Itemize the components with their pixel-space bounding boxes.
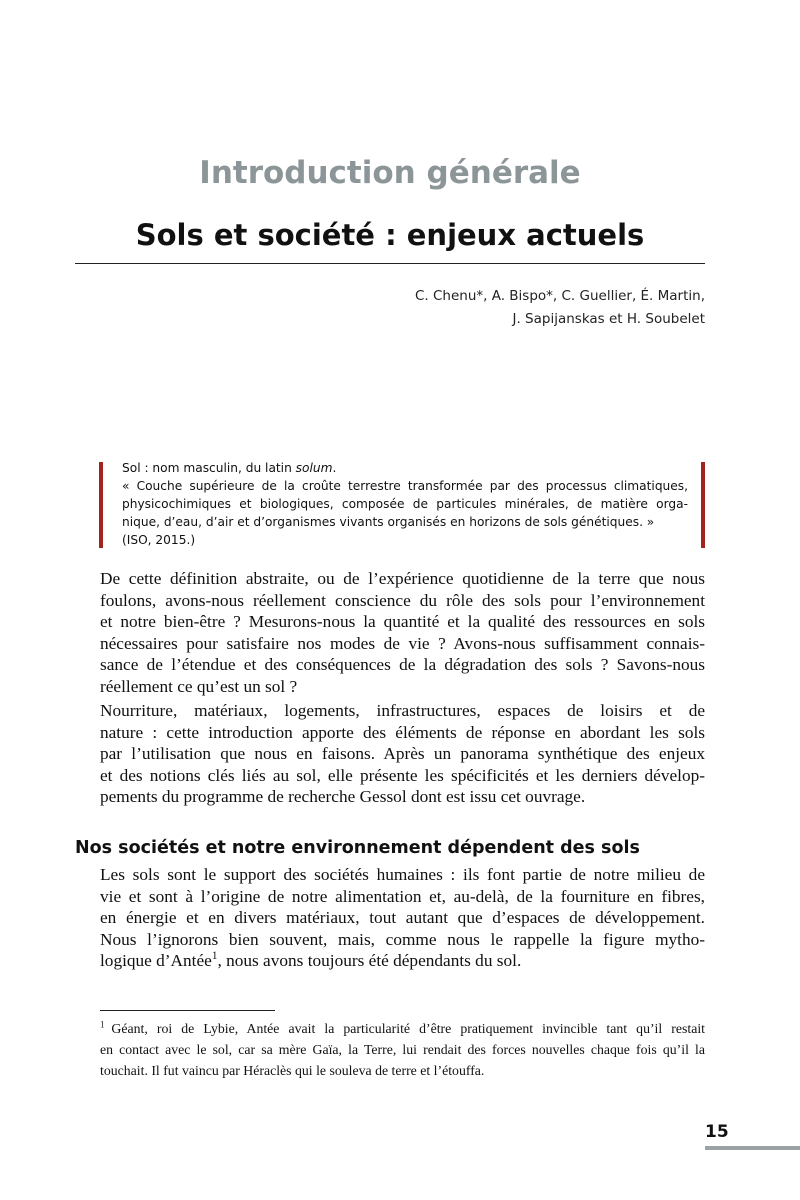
paragraph-line: et notre bien-être ? Mesurons-nous la quantité et la qualité des ressources en sols [100,612,705,632]
section-heading: Nos sociétés et notre environnement dépendent des sols [75,838,640,858]
footnote-text: en contact avec le sol, car sa mère Gaïa, la Terre, lui rendait des forces nouvelles chaque fois qu’il la [100,1042,705,1057]
authors-line: J. Sapijanskas et H. Soubelet [512,311,705,327]
authors-line: C. Chenu*, A. Bispo*, C. Guellier, É. Martin, [414,288,705,304]
paragraph-line: Nous l’ignorons bien souvent, mais, comme nous le rappelle la figure mytho- [100,929,705,949]
quote-bar-left [99,462,103,548]
authors [415,285,705,331]
footnote-line [100,1039,705,1060]
paragraph-line: nique, d’eau, d’air et d’organismes vivants organisés en horizons de sols génétiques. » [122,515,655,529]
term-text: Sol : nom masculin, du latin [122,461,296,475]
section-paragraph [100,864,705,972]
paragraph-2 [100,700,705,808]
paragraph-line: sance de l’étendue et des conséquences de la dégradation des sols ? Savons-nous [100,655,705,675]
footnote-marker: 1 [100,1019,105,1030]
paragraph-line: vie et sont à l’origine de notre alimentation et, au-delà, de la fourniture en fibres, [100,886,705,906]
definition-text [122,477,688,549]
footnote-line [100,1018,705,1039]
page-number: 15 [705,1122,729,1142]
paragraph-line: foulons, avons-nous réellement conscience du rôle des sols pour l’environnement [100,590,705,610]
footnote-ref[interactable]: 1 [211,950,218,963]
text: , nous avons toujours été dépendants du sol. [217,951,522,971]
paragraph-line: nécessaires pour satisfaire nos modes de vie ? Avons-nous suffisamment connais- [100,633,705,653]
paragraph-line: Nourriture, matériaux, logements, infrastructures, espaces de loisirs et de [100,701,705,720]
paragraph-line: (ISO, 2015.) [122,533,196,547]
footnote [100,1018,705,1081]
quote-bar-right [701,462,705,548]
paragraph-line: physicochimiques et biologiques, composée de particules minérales, de matière orga- [122,497,688,511]
page-number-bar [705,1146,800,1150]
text: logique d’Antée [100,951,212,971]
term-end: . [332,461,337,475]
paragraph-line: pements du programme de recherche Gessol dont est issu cet ouvrage. [100,787,586,807]
footnote-text: Géant, roi de Lybie, Antée avait la particularité d’être pratiquement invincible tant qu’il restait [111,1021,705,1036]
definition-term [122,459,688,477]
paragraph-1 [100,568,705,698]
footnote-text: touchait. Il fut vaincu par Héraclès qui le souleva de terre et l’étouffa. [100,1063,485,1078]
paragraph-line: Les sols sont le support des sociétés humaines : ils font partie de notre milieu de [100,865,705,884]
paragraph-line: De cette définition abstraite, ou de l’expérience quotidienne de la terre que nous [100,569,705,588]
definition-box [122,459,688,549]
chapter-title: Introduction générale [199,155,581,191]
paragraph-line: réellement ce qu’est un sol ? [100,676,298,696]
title-rule [75,263,705,264]
paragraph-line: « Couche supérieure de la croûte terrestre transformée par des processus climatiques, [122,479,688,493]
paragraph-line: en énergie et en divers matériaux, tout autant que d’espaces de développement. [100,908,705,928]
chapter-subtitle: Sols et société : enjeux actuels [135,218,645,252]
footnote-rule [100,1010,275,1011]
paragraph-line: nature : cette introduction apporte des éléments de réponse en abordant les sols [100,722,705,742]
paragraph-line: par l’utilisation que nous en faisons. Après un panorama synthétique des enjeux [100,744,705,764]
footnote-line [100,1060,705,1081]
paragraph-line [100,950,705,972]
paragraph-line: et des notions clés liés au sol, elle présente les spécificités et les derniers dévelop- [100,765,705,785]
term-latin: solum [295,461,333,475]
